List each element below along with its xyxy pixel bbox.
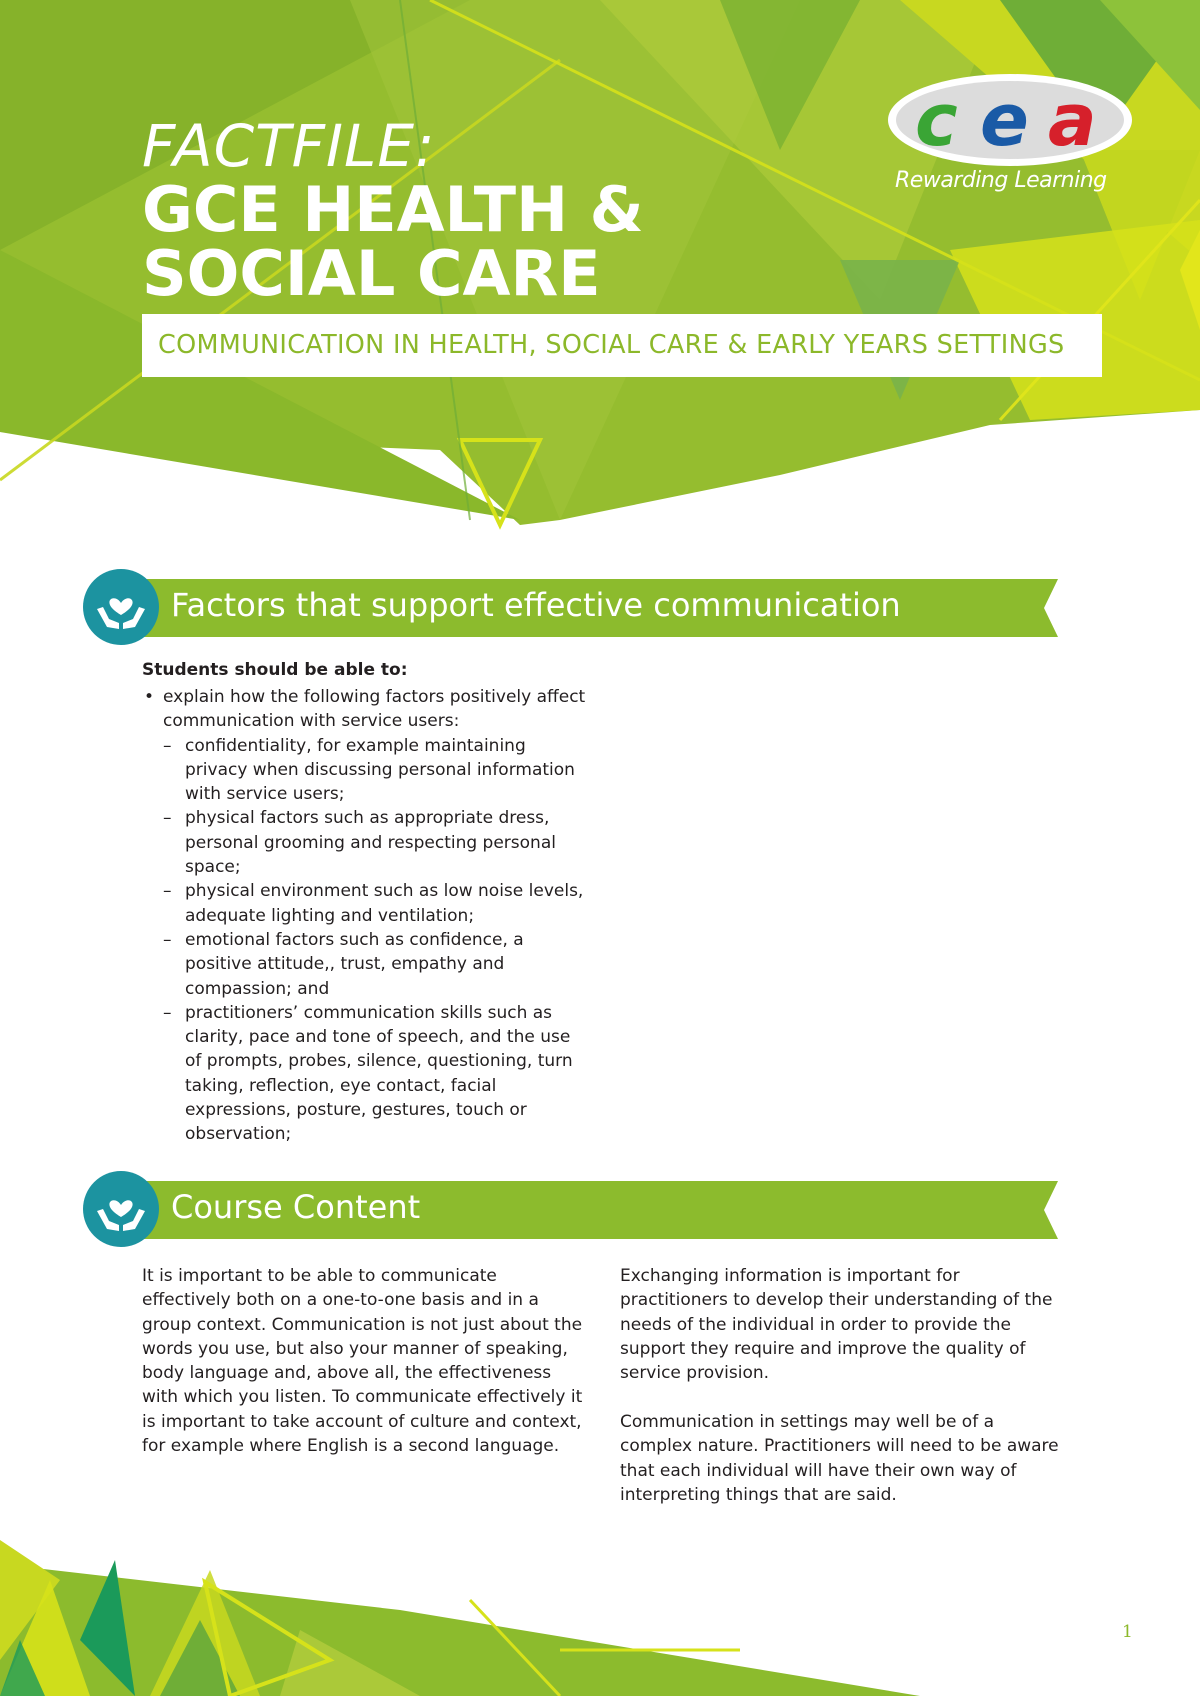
- students-heading: Students should be able to:: [142, 660, 408, 680]
- footer-background-art: [0, 1540, 1200, 1696]
- logo-tagline: Rewarding Learning: [895, 168, 1107, 193]
- objective-bullet-text: explain how the following factors positively affect communication with service users:: [163, 687, 586, 732]
- objective-bullet: [142, 685, 592, 1147]
- hands-heart-icon: [83, 569, 159, 645]
- section-title-course-content: Course Content: [171, 1188, 421, 1226]
- page-subtitle: COMMUNICATION IN HEALTH, SOCIAL CARE & EARLY YEARS SETTINGS: [158, 330, 1065, 360]
- sub-item-physical-environment: – physical environment such as low noise levels, adequate lighting and ventilation;: [163, 879, 592, 928]
- section-title-factors: Factors that support effective communication: [171, 586, 901, 624]
- svg-text:e: e: [980, 78, 1029, 162]
- hands-heart-icon: [83, 1171, 159, 1247]
- course-content-right-paragraph-2: Communication in settings may well be of a complex nature. Practitioners will need to be aware that each individual will have their own way of interpreting things that are said.: [620, 1412, 1059, 1505]
- title-line-1: GCE HEALTH &: [142, 173, 644, 246]
- title-line-2: SOCIAL CARE: [142, 237, 601, 310]
- course-content-left-paragraph: It is important to be able to communicate effectively both on a one-to-one basis and in a group context. Communication is not just about the words you use, but also your manner of speaking, body language and, above all, the effectiveness with which you listen. To communicate effectively it is important to take account of culture and context, for example where English is a second language.: [142, 1266, 583, 1457]
- sub-item-physical-factors: – physical factors such as appropriate dress, personal grooming and respecting personal space;: [163, 806, 592, 879]
- page-number: 1: [1122, 1622, 1133, 1642]
- factfile-label: FACTFILE:: [142, 112, 436, 180]
- svg-text:c: c: [915, 78, 958, 162]
- sub-item-confidentiality: – confidentiality, for example maintaining privacy when discussing personal information with service users;: [163, 734, 592, 807]
- svg-text:a: a: [1048, 78, 1097, 162]
- page-title: [142, 173, 644, 310]
- objectives-list: [142, 685, 592, 1147]
- sub-item-emotional-factors: – emotional factors such as confidence, a positive attitude,, trust, empathy and compassion; and: [163, 928, 592, 1001]
- course-content-right-paragraph-1: Exchanging information is important for practitioners to develop their understanding of the needs of the individual in order to provide the support they require and improve the quality of service provision.: [620, 1266, 1053, 1384]
- sub-item-communication-skills: – practitioners’ communication skills such as clarity, pace and tone of speech, and the use of prompts, probes, silence, questioning, turn taking, reflection, eye contact, facial expressions, posture, gestures, touch or observation;: [163, 1001, 592, 1147]
